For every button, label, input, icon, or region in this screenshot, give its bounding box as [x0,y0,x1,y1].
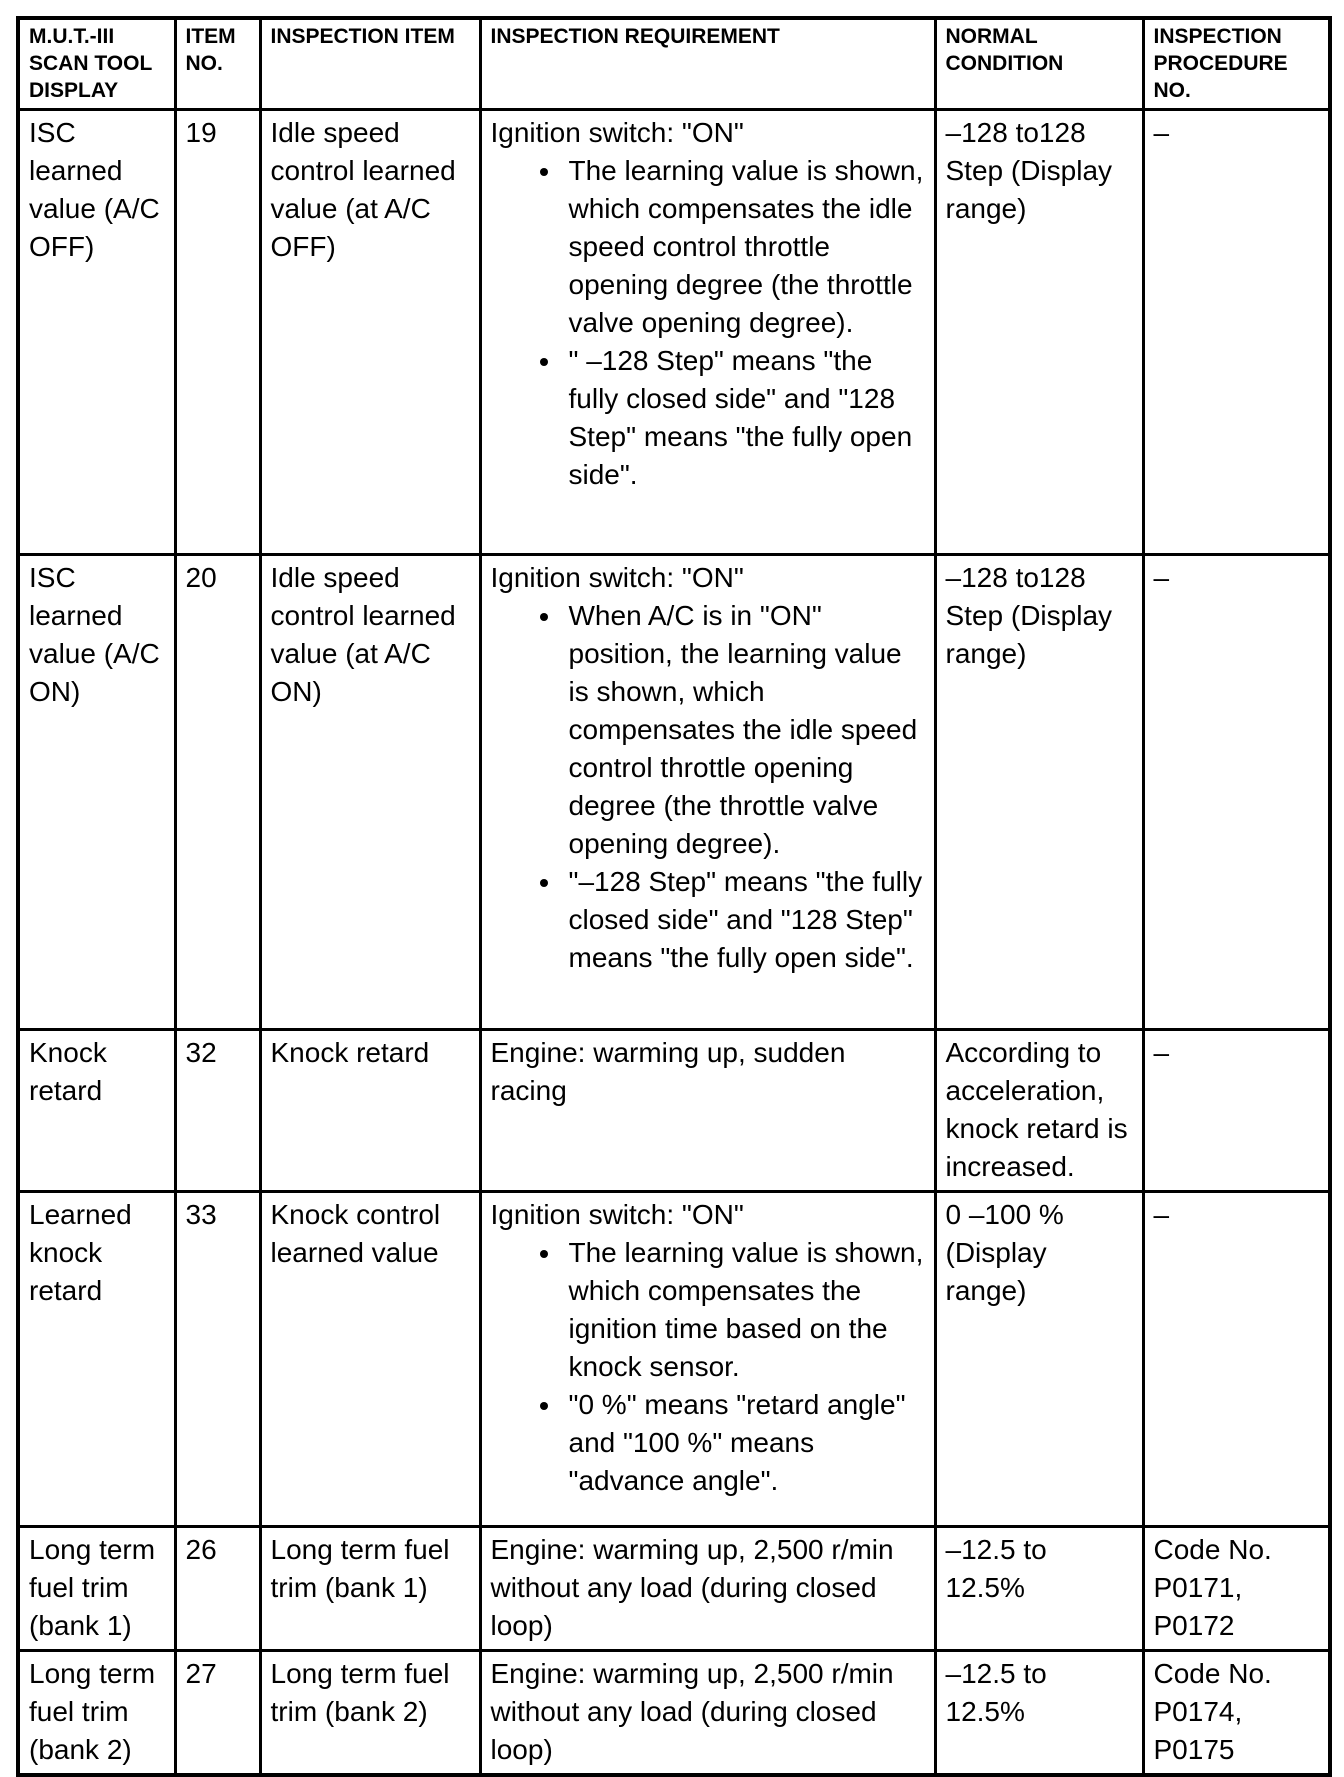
cell-display: Long term fuel trim (bank 1) [18,1527,175,1651]
requirement-bullet: • "–128 Step" means "the fully closed side" and "128 Step" means "the fully open side". [563,863,926,977]
cell-inspection-item: Knock control learned value [260,1192,480,1527]
cell-inspection-requirement [480,555,935,1030]
cell-normal-condition: –128 to128 Step (Display range) [935,555,1143,1030]
cell-procedure-no: – [1143,1192,1330,1527]
cell-procedure-no: – [1143,555,1330,1030]
table-row-knock-retard [18,1030,1330,1192]
cell-item-no: 32 [175,1030,260,1192]
cell-inspection-requirement [480,1651,935,1776]
cell-procedure-no: – [1143,110,1330,555]
cell-item-no: 26 [175,1527,260,1651]
cell-inspection-item: Long term fuel trim (bank 1) [260,1527,480,1651]
cell-inspection-item: Idle speed control learned value (at A/C OFF) [260,110,480,555]
cell-item-no: 33 [175,1192,260,1527]
table-row-isc-learned-value-ac-off [18,110,1330,555]
requirement-bullet: • The learning value is shown, which compensates the ignition time based on the knock sensor. [563,1234,926,1386]
cell-item-no: 20 [175,555,260,1030]
cell-normal-condition: –12.5 to 12.5% [935,1527,1143,1651]
requirement-intro: Ignition switch: "ON" [490,1199,744,1230]
header-inspection-procedure-no: INSPECTION PROCEDURE NO. [1143,18,1330,110]
cell-item-no: 27 [175,1651,260,1776]
requirement-bullet: • When A/C is in "ON" position, the learning value is shown, which compensates the idle speed control throttle opening degree (the throttle valve opening degree). [563,597,926,863]
requirement-intro: Ignition switch: "ON" [490,562,744,593]
cell-display: ISC learned value (A/C OFF) [18,110,175,555]
cell-inspection-item: Long term fuel trim (bank 2) [260,1651,480,1776]
requirement-bullet-list [491,597,926,977]
cell-display: Long term fuel trim (bank 2) [18,1651,175,1776]
cell-inspection-requirement [480,1030,935,1192]
requirement-intro: Engine: warming up, 2,500 r/min without any load (during closed loop) [490,1658,894,1765]
cell-normal-condition: 0 –100 % (Display range) [935,1192,1143,1527]
table-body [18,110,1330,1776]
cell-inspection-requirement [480,1527,935,1651]
cell-procedure-no: – [1143,1030,1330,1192]
table-row-isc-learned-value-ac-on [18,555,1330,1030]
table-row-long-term-fuel-trim-bank1 [18,1527,1330,1651]
cell-item-no: 19 [175,110,260,555]
cell-normal-condition: –12.5 to 12.5% [935,1651,1143,1776]
cell-procedure-no: Code No. P0171, P0172 [1143,1527,1330,1651]
manual-page [16,16,1328,1777]
table-row-long-term-fuel-trim-bank2 [18,1651,1330,1776]
cell-display: Learned knock retard [18,1192,175,1527]
requirement-bullet-list [491,1234,926,1500]
cell-display: Knock retard [18,1030,175,1192]
requirement-bullet: • " –128 Step" means "the fully closed side" and "128 Step" means "the fully open side". [563,342,926,494]
requirement-intro: Engine: warming up, sudden racing [490,1037,846,1106]
cell-normal-condition: –128 to128 Step (Display range) [935,110,1143,555]
header-inspection-item: INSPECTION ITEM [260,18,480,110]
requirement-intro: Engine: warming up, 2,500 r/min without any load (during closed loop) [490,1534,894,1641]
cell-inspection-requirement [480,110,935,555]
table-header [18,18,1330,110]
header-item-no: ITEM NO. [175,18,260,110]
cell-inspection-item: Knock retard [260,1030,480,1192]
requirement-bullet-list [491,152,926,494]
cell-normal-condition: According to acceleration, knock retard is increased. [935,1030,1143,1192]
scan-tool-data-table [16,16,1332,1777]
header-scan-tool-display: M.U.T.-III SCAN TOOL DISPLAY [18,18,175,110]
requirement-intro: Ignition switch: "ON" [490,117,744,148]
cell-display: ISC learned value (A/C ON) [18,555,175,1030]
header-row [18,18,1330,110]
header-inspection-requirement: INSPECTION REQUIREMENT [480,18,935,110]
cell-procedure-no: Code No. P0174, P0175 [1143,1651,1330,1776]
cell-inspection-item: Idle speed control learned value (at A/C ON) [260,555,480,1030]
cell-inspection-requirement [480,1192,935,1527]
header-normal-condition: NORMAL CONDITION [935,18,1143,110]
requirement-bullet: • The learning value is shown, which compensates the idle speed control throttle opening degree (the throttle valve opening degree). [563,152,926,342]
requirement-bullet: • "0 %" means "retard angle" and "100 %" means "advance angle". [563,1386,926,1500]
table-row-learned-knock-retard [18,1192,1330,1527]
